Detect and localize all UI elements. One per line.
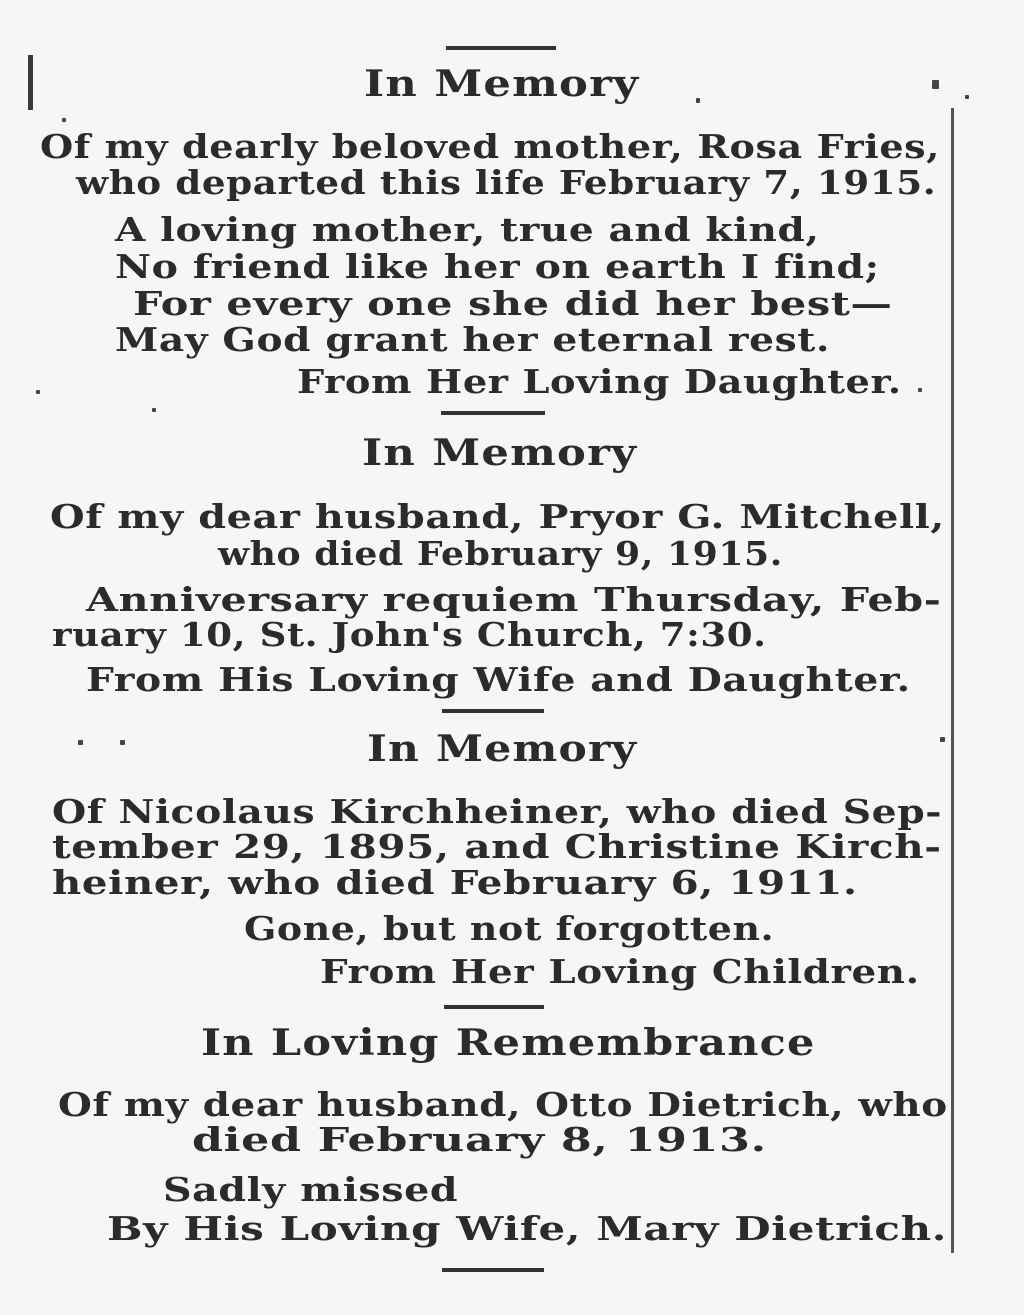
notice-line: Of Nicolaus Kirchheiner, who died Sep- — [52, 792, 943, 831]
print-speck — [36, 390, 40, 394]
print-speck — [696, 98, 700, 103]
separator-rule — [446, 46, 556, 50]
verse-line: May God grant her eternal rest. — [115, 320, 831, 359]
notice-signature: From Her Loving Daughter. — [297, 362, 902, 401]
verse-line: No friend like her on earth I find; — [115, 247, 880, 286]
notice-heading: In Loving Remembrance — [201, 1022, 816, 1064]
scan-edge-mark-left — [28, 55, 33, 110]
print-speck — [965, 95, 969, 99]
column-rule-right — [951, 108, 954, 1253]
verse-line: For every one she did her best— — [133, 284, 893, 323]
print-speck — [918, 388, 922, 392]
print-speck — [932, 80, 939, 89]
notice-line: Gone, but not forgotten. — [244, 909, 775, 948]
notice-heading: In Memory — [364, 63, 640, 105]
notice-line: tember 29, 1895, and Christine Kirch- — [52, 827, 942, 866]
notice-line: died February 8, 1913. — [192, 1120, 767, 1159]
notice-heading: In Memory — [367, 728, 638, 770]
print-speck — [940, 737, 945, 742]
verse-line: A loving mother, true and kind, — [115, 210, 820, 249]
notice-signature: From Her Loving Children. — [320, 952, 920, 991]
print-speck — [152, 408, 156, 412]
notice-line: ruary 10, St. John's Church, 7:30. — [52, 615, 767, 654]
notice-signature: By His Loving Wife, Mary Dietrich. — [107, 1209, 947, 1248]
print-speck — [120, 740, 125, 745]
notice-line: Anniversary requiem Thursday, Feb- — [86, 580, 942, 619]
separator-rule — [444, 1005, 544, 1009]
notice-line: Of my dearly beloved mother, Rosa Fries, — [40, 127, 941, 166]
notice-signature: From His Loving Wife and Daughter. — [86, 660, 911, 699]
print-speck — [62, 118, 66, 122]
separator-rule — [442, 1268, 544, 1272]
separator-rule — [441, 411, 545, 415]
notice-line: Of my dear husband, Otto Dietrich, who — [58, 1085, 948, 1124]
separator-rule — [442, 709, 544, 713]
notice-line: Of my dear husband, Pryor G. Mitchell, — [50, 497, 945, 536]
notice-heading: In Memory — [362, 432, 638, 474]
notice-line: Sadly missed — [163, 1170, 459, 1209]
notice-line: heiner, who died February 6, 1911. — [52, 863, 858, 902]
notice-line: who departed this life February 7, 1915. — [76, 163, 937, 202]
print-speck — [78, 740, 83, 745]
notice-line: who died February 9, 1915. — [218, 534, 783, 573]
